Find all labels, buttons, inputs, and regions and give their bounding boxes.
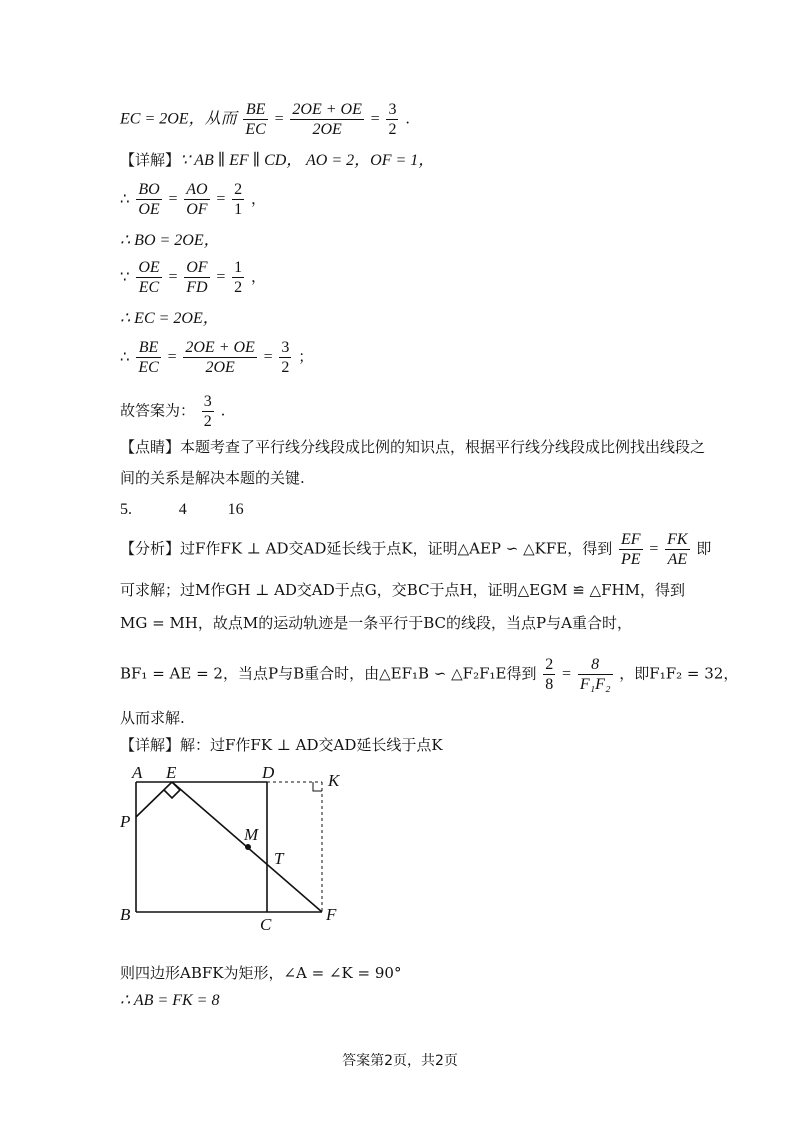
q5-detail: 【详解】解：过F作FK ⊥ AD交AD延长线于点K — [120, 736, 443, 754]
q5-analysis-3: MG = MH，故点M的运动轨迹是一条平行于BC的线段，当点P与A重合时， — [120, 614, 632, 632]
q5-analysis-2: 可求解；过M作GH ⊥ AD交AD于点G，交BC于点H，证明△EGM ≌ △FHM，得到 — [120, 581, 685, 599]
right-angle-mark-K — [313, 782, 322, 791]
label-M: M — [244, 825, 259, 844]
q4-line-7: ∴ $\frac{BE}{EC}$ = $\frac{2OE + OE}{2OE}$ = $\frac{3}{2}$ ； — [120, 339, 314, 376]
q5-analysis-4: BF₁ = AE = 2，当点P与B重合时，由△EF₁B ∽ △F₂F₁E得到 $\frac{2}{8}$ = $\frac{8}{\text{F₁F₂}}$ ，即F₁F₂ = 32， — [120, 656, 739, 693]
q5-answer-2: 16 — [227, 501, 244, 518]
q4-line-1: EC = 2OE，从而 $\frac{BE}{EC}$ = $\frac{2OE + OE}{2OE}$ = $\frac{3}{2}$ . — [120, 101, 411, 138]
label-C: C — [260, 915, 272, 934]
q4-answer: 故答案为： $\frac{3}{2}$ . — [120, 393, 226, 430]
fraction: $\frac{2}{1}$ — [234, 181, 243, 218]
fraction: $\frac{BE}{EC}$ — [138, 339, 159, 376]
q5-analysis-5: 从而求解. — [120, 709, 185, 727]
label-K: K — [328, 771, 340, 790]
fraction: $\frac{1}{2}$ — [234, 259, 243, 296]
fraction: $\frac{2}{8}$ — [545, 656, 554, 693]
q5-after-2: ∴ AB = FK = 8 — [120, 992, 220, 1009]
q4-line-4: ∴ BO = 2OE， — [120, 232, 220, 249]
fraction: $\frac{BO}{OE}$ — [138, 181, 160, 218]
geometry-figure — [112, 760, 352, 944]
label-T: T — [274, 849, 284, 868]
q4-comment-1: 【点睛】本题考查了平行线分线段成比例的知识点，根据平行线分线段成比例找出线段之 — [120, 438, 706, 456]
fraction: $\frac{2OE + OE}{2OE}$ — [292, 101, 362, 138]
fraction: $\frac{BE}{EC}$ — [245, 101, 266, 138]
label-E: E — [166, 763, 177, 782]
q4-comment-2: 间的关系是解决本题的关键. — [120, 469, 305, 487]
q5-number-line: 5. 4 16 — [120, 501, 244, 518]
page-footer: 答案第2页，共2页 — [342, 1053, 458, 1069]
label-P: P — [120, 812, 131, 831]
fraction: $\frac{2OE + OE}{2OE}$ — [185, 339, 255, 376]
q5-analysis-1: 【分析】过F作FK ⊥ AD交AD延长线于点K，证明△AEP ∽ △KFE，得到 $\frac{EF}{PE}$ = $\frac{FK}{AE}$ 即 — [120, 531, 712, 568]
label-F: F — [326, 905, 337, 924]
q4-detail-line: 【详解】∵ AB ∥ EF ∥ CD， AO = 2，OF = 1， — [120, 151, 435, 169]
fraction: $\frac{OE}{EC}$ — [138, 259, 160, 296]
q5-answer-1: 4 — [178, 501, 187, 518]
rectangle-diagram — [112, 760, 352, 940]
fraction: $\frac{3}{2}$ — [203, 393, 212, 430]
label-D: D — [262, 763, 275, 782]
fraction: $\frac{3}{2}$ — [281, 339, 290, 376]
detail-label: 【详解】 — [120, 151, 181, 169]
fraction: $\frac{OF}{FD}$ — [186, 259, 208, 296]
label-B: B — [120, 905, 131, 924]
q4-l1-text: EC = 2OE，从而 — [120, 110, 237, 128]
q4-line-6: ∴ EC = 2OE， — [120, 310, 219, 327]
fraction: $\frac{EF}{PE}$ — [621, 531, 641, 568]
fraction: $\frac{8}{\text{F₁F₂}}$ — [579, 656, 611, 693]
label-A: A — [132, 763, 143, 782]
right-angle-mark-E — [164, 782, 180, 798]
q4-line-5: ∵ $\frac{OE}{EC}$ = $\frac{OF}{FD}$ = $\frac{1}{2}$ ， — [120, 259, 266, 296]
fraction: $\frac{AO}{OF}$ — [186, 181, 208, 218]
q5-after-1: 则四边形ABFK为矩形，∠A = ∠K = 90° — [120, 964, 402, 982]
point-M — [245, 844, 251, 850]
fraction: $\frac{3}{2}$ — [388, 101, 397, 138]
segment-PE — [136, 782, 172, 817]
q4-line-3: ∴ $\frac{BO}{OE}$ = $\frac{AO}{OF}$ = $\frac{2}{1}$ ， — [120, 181, 266, 218]
fraction: $\frac{FK}{AE}$ — [667, 531, 688, 568]
